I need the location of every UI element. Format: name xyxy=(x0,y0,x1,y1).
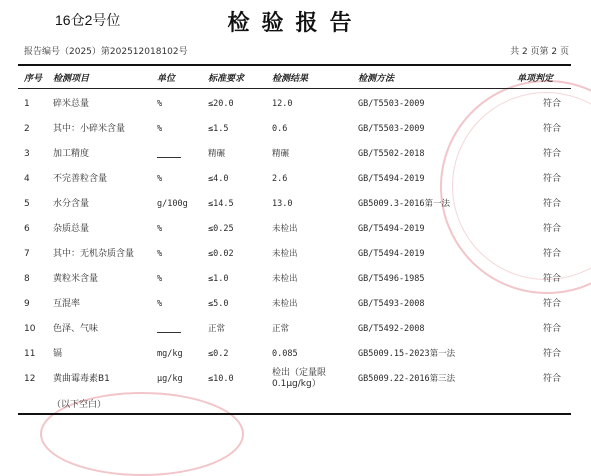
cell-item: 水分含量 xyxy=(53,199,90,209)
cell-no: 7 xyxy=(24,249,30,259)
cell-unit: % xyxy=(157,274,163,284)
cell-method: GB/T5493-2008 xyxy=(358,299,425,309)
cell-standard: ≤0.25 xyxy=(208,224,234,234)
header-result: 检测结果 xyxy=(272,74,309,84)
cell-standard: ≤4.0 xyxy=(208,174,229,184)
table-row xyxy=(0,367,591,392)
cell-method: GB/T5494-2019 xyxy=(358,224,425,234)
cell-result: 未检出 xyxy=(272,274,298,284)
cell-judge: 符合 xyxy=(543,274,562,284)
cell-method: GB5009.22-2016第三法 xyxy=(358,374,456,384)
cell-item: 镉 xyxy=(53,349,63,359)
cell-unit: % xyxy=(157,124,163,134)
cell-no: 5 xyxy=(24,199,30,209)
cell-method: GB/T5503-2009 xyxy=(358,99,425,109)
table-row xyxy=(0,92,591,117)
cell-judge: 符合 xyxy=(543,174,562,184)
cell-unit: % xyxy=(157,249,163,259)
report-number: 报告编号（2025）第202512018102号 xyxy=(24,47,188,57)
cell-result: 精碾 xyxy=(272,149,290,159)
cell-result: 0.6 xyxy=(272,124,288,134)
cell-result: 未检出 xyxy=(272,249,298,259)
header-top-rule xyxy=(18,64,571,66)
cell-judge: 符合 xyxy=(543,224,562,234)
cell-judge: 符合 xyxy=(543,124,562,134)
cell-item: 互混率 xyxy=(53,299,81,309)
cell-method: GB/T5494-2019 xyxy=(358,174,425,184)
cell-unit xyxy=(157,317,181,342)
cell-item: 其中：小碎米含量 xyxy=(53,124,126,134)
cell-method: GB5009.15-2023第一法 xyxy=(358,349,456,359)
cell-judge: 符合 xyxy=(543,299,562,309)
cell-item: 不完善粒含量 xyxy=(53,174,108,184)
table-row xyxy=(0,317,591,342)
cell-judge: 符合 xyxy=(543,99,562,109)
cell-method: GB/T5503-2009 xyxy=(358,124,425,134)
header-unit: 单位 xyxy=(157,74,176,84)
cell-judge: 符合 xyxy=(543,199,562,209)
cell-standard: ≤0.2 xyxy=(208,349,229,359)
cell-item: 杂质总量 xyxy=(53,224,90,234)
cell-no: 8 xyxy=(24,274,30,284)
cell-no: 4 xyxy=(24,174,30,184)
cell-result: 检出（定量限0.1μg/kg） xyxy=(272,368,327,389)
handwritten-note: 16仓2号位 xyxy=(55,12,121,28)
cell-result: 正常 xyxy=(272,324,290,334)
cell-item: 加工精度 xyxy=(53,149,90,159)
cell-standard: 精碾 xyxy=(208,149,226,159)
table-row xyxy=(0,217,591,242)
cell-result: 2.6 xyxy=(272,174,288,184)
cell-no: 2 xyxy=(24,124,30,134)
cell-method: GB/T5494-2019 xyxy=(358,249,425,259)
header-method: 检测方法 xyxy=(358,74,395,84)
table-row xyxy=(0,142,591,167)
page-info: 共 2 页第 2 页 xyxy=(510,47,569,57)
cell-unit: % xyxy=(157,174,163,184)
cell-judge: 符合 xyxy=(543,374,562,384)
blank-unit-line xyxy=(157,145,181,158)
report-title: 检验报告 xyxy=(227,11,364,36)
blank-unit-line xyxy=(157,320,181,333)
cell-standard: 正常 xyxy=(208,324,226,334)
header-judge: 单项判定 xyxy=(517,74,554,84)
cell-unit: % xyxy=(157,224,163,234)
cell-standard: ≤0.02 xyxy=(208,249,234,259)
cell-method: GB5009.3-2016第一法 xyxy=(358,199,451,209)
cell-standard: ≤1.0 xyxy=(208,274,229,284)
cell-unit: mg/kg xyxy=(157,349,183,359)
cell-result: 未检出 xyxy=(272,224,298,234)
cell-result: 13.0 xyxy=(272,199,293,209)
cell-unit xyxy=(157,142,181,167)
cell-unit: % xyxy=(157,299,163,309)
cell-standard: ≤20.0 xyxy=(208,99,234,109)
cell-method: GB/T5496-1985 xyxy=(358,274,425,284)
cell-no: 3 xyxy=(24,149,30,159)
cell-item: 色泽、气味 xyxy=(53,324,99,334)
table-row xyxy=(0,192,591,217)
cell-method: GB/T5492-2008 xyxy=(358,324,425,334)
cell-result: 未检出 xyxy=(272,299,298,309)
end-of-table-note: （以下空白） xyxy=(52,400,107,410)
bottom-rule xyxy=(18,413,571,415)
cell-unit: μg/kg xyxy=(157,374,183,384)
table-row xyxy=(0,292,591,317)
cell-no: 9 xyxy=(24,299,30,309)
cell-judge: 符合 xyxy=(543,349,562,359)
cell-standard: ≤14.5 xyxy=(208,199,234,209)
header-no: 序号 xyxy=(24,74,43,84)
cell-no: 11 xyxy=(24,349,36,359)
header-bottom-rule xyxy=(18,88,571,89)
cell-item: 碎米总量 xyxy=(53,99,90,109)
table-row xyxy=(0,342,591,367)
table-row xyxy=(0,117,591,142)
cell-method: GB/T5502-2018 xyxy=(358,149,425,159)
cell-no: 10 xyxy=(24,324,36,334)
cell-standard: ≤5.0 xyxy=(208,299,229,309)
table-row xyxy=(0,167,591,192)
cell-result: 12.0 xyxy=(272,99,293,109)
cell-judge: 符合 xyxy=(543,149,562,159)
table-row xyxy=(0,242,591,267)
header-standard: 标准要求 xyxy=(208,74,245,84)
cell-standard: ≤1.5 xyxy=(208,124,229,134)
cell-no: 12 xyxy=(24,374,36,384)
cell-unit: % xyxy=(157,99,163,109)
cell-no: 1 xyxy=(24,99,30,109)
cell-judge: 符合 xyxy=(543,324,562,334)
cell-no: 6 xyxy=(24,224,30,234)
header-item: 检测项目 xyxy=(53,74,90,84)
cell-item: 其中：无机杂质含量 xyxy=(53,249,135,259)
cell-standard: ≤10.0 xyxy=(208,374,234,384)
cell-result: 0.085 xyxy=(272,349,298,359)
cell-item: 黄曲霉毒素B1 xyxy=(53,374,110,384)
cell-item: 黄粒米含量 xyxy=(53,274,99,284)
cell-judge: 符合 xyxy=(543,249,562,259)
cell-unit: g/100g xyxy=(157,199,188,209)
table-row xyxy=(0,267,591,292)
